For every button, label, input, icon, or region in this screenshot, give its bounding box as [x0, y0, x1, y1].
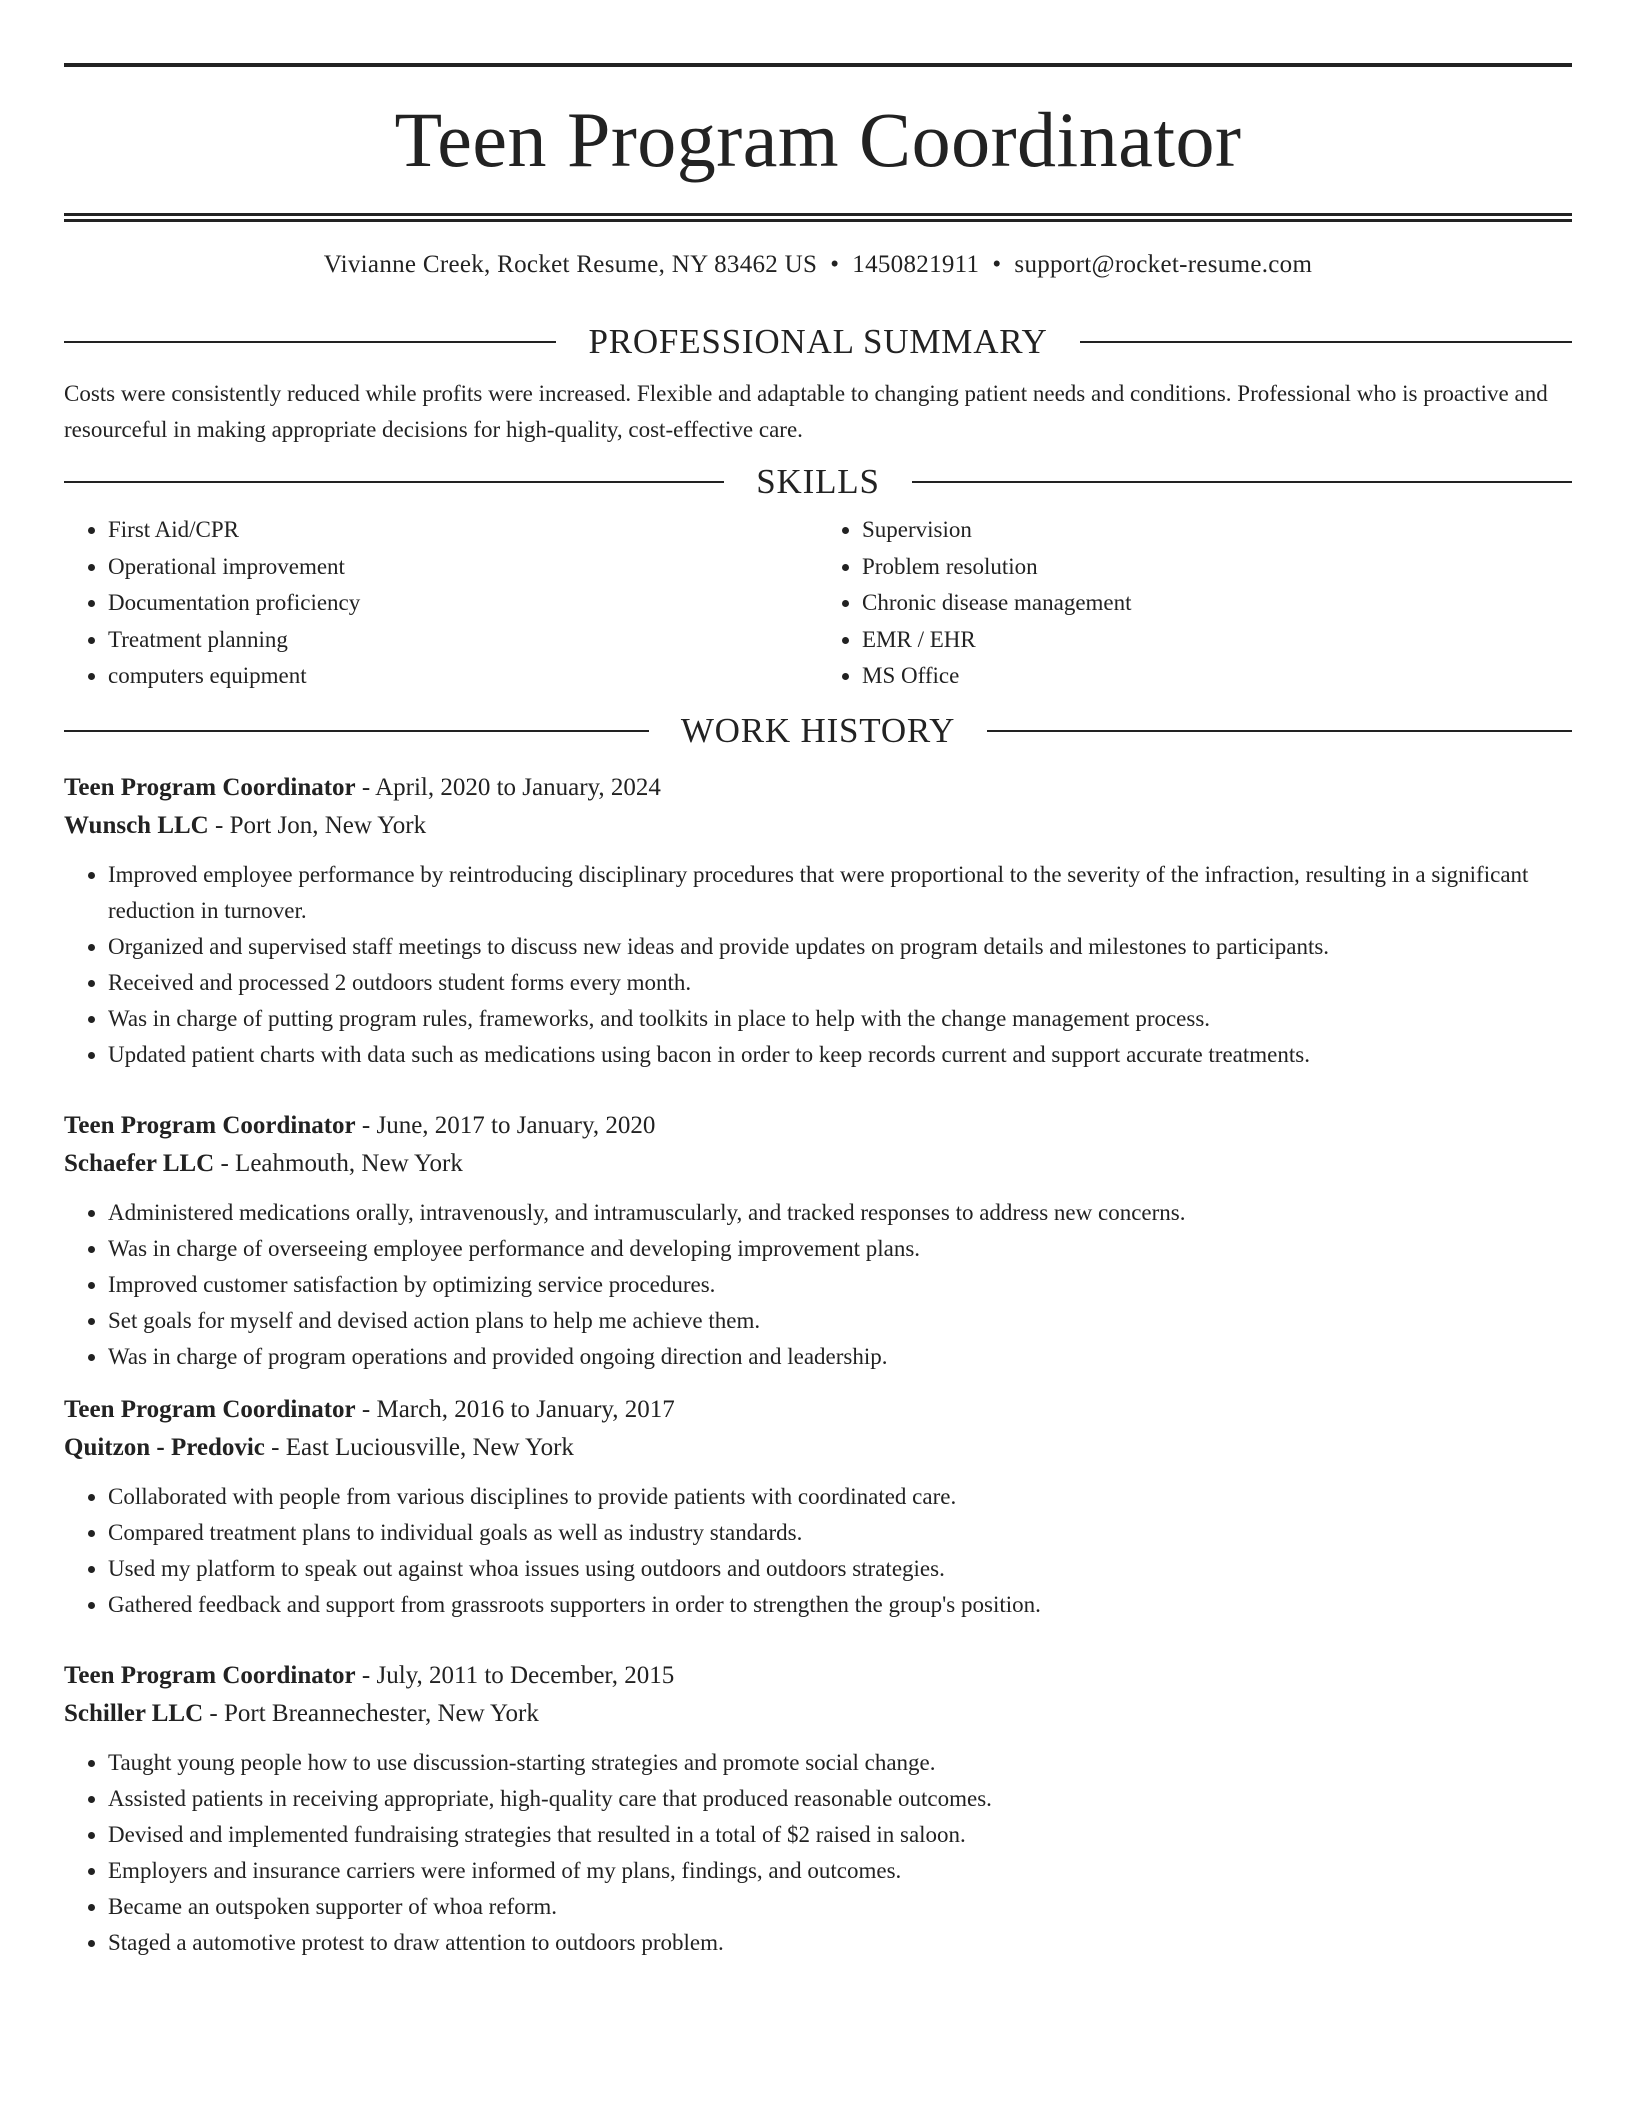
skill-item: • Chronic disease management — [862, 585, 1572, 622]
job-company: Schiller LLC — [64, 1699, 204, 1727]
contact-separator: • — [830, 251, 840, 278]
job-entry — [64, 1391, 1572, 1623]
job-entry — [64, 1657, 1572, 1961]
job-title: Teen Program Coordinator — [64, 1395, 356, 1423]
job-bullet: • Was in charge of overseeing employee performance and developing improvement plans. — [108, 1231, 1572, 1267]
skill-item: • Treatment planning — [108, 622, 818, 659]
job-bullet: • Improved employee performance by reintroducing disciplinary procedures that were proportional to the severity of the infraction, resulting in a significant reduction in turnover. — [108, 857, 1572, 929]
skill-item: • First Aid/CPR — [108, 512, 818, 549]
job-location: - East Luciousville, New York — [264, 1433, 574, 1461]
contact-phone: 1450821911 — [852, 251, 980, 278]
job-title-line — [64, 1657, 1572, 1695]
work-heading-label: WORK HISTORY — [680, 710, 956, 750]
skill-item: • Operational improvement — [108, 549, 818, 586]
skill-item: • Documentation proficiency — [108, 585, 818, 622]
job-dates: - June, 2017 to January, 2020 — [355, 1111, 656, 1139]
heading-rule-right — [987, 730, 1572, 732]
job-bullet: • Taught young people how to use discussion-starting strategies and promote social change. — [108, 1745, 1572, 1781]
job-bullet: • Staged a automotive protest to draw attention to outdoors problem. — [108, 1925, 1572, 1961]
heading-rule-left — [64, 481, 724, 483]
job-bullet: • Administered medications orally, intravenously, and intramuscularly, and tracked responses to address new concerns. — [108, 1195, 1572, 1231]
skills-column-right — [818, 512, 1572, 695]
job-bullet: • Gathered feedback and support from grassroots supporters in order to strengthen the group's position. — [108, 1587, 1572, 1623]
job-bullets — [64, 857, 1572, 1073]
job-entry — [64, 1107, 1572, 1375]
job-bullet: • Became an outspoken supporter of whoa reform. — [108, 1889, 1572, 1925]
summary-heading-label: PROFESSIONAL SUMMARY — [588, 322, 1048, 361]
job-company-line — [64, 1145, 1572, 1183]
skill-item: • Supervision — [862, 512, 1572, 549]
job-bullet: • Collaborated with people from various disciplines to provide patients with coordinated care. — [108, 1479, 1572, 1515]
job-bullet: • Assisted patients in receiving appropriate, high-quality care that produced reasonable outcomes. — [108, 1781, 1572, 1817]
job-location: - Leahmouth, New York — [214, 1149, 463, 1177]
job-company: Schaefer LLC — [64, 1149, 215, 1177]
title-double-rule — [64, 213, 1572, 222]
job-location: - Port Breannechester, New York — [203, 1699, 539, 1727]
summary-section-heading — [64, 320, 1572, 364]
job-dates: - March, 2016 to January, 2017 — [355, 1395, 675, 1423]
job-bullets — [64, 1479, 1572, 1623]
job-bullet: • Improved customer satisfaction by optimizing service procedures. — [108, 1267, 1572, 1303]
contact-line — [64, 248, 1572, 282]
job-company-line — [64, 1695, 1572, 1733]
job-company-line — [64, 807, 1572, 845]
contact-email: support@rocket-resume.com — [1014, 251, 1313, 278]
resume-page — [64, 0, 1572, 1961]
job-dates: - April, 2020 to January, 2024 — [355, 773, 661, 801]
job-bullet: • Employers and insurance carriers were informed of my plans, findings, and outcomes. — [108, 1853, 1572, 1889]
job-company-line — [64, 1429, 1572, 1467]
job-bullet: • Organized and supervised staff meetings to discuss new ideas and provide updates on program details and milestones to participants. — [108, 929, 1572, 965]
contact-separator: • — [992, 251, 1002, 278]
job-bullets — [64, 1745, 1572, 1961]
contact-address: Vivianne Creek, Rocket Resume, NY 83462 US — [323, 251, 818, 278]
resume-title: Teen Program Coordinator — [394, 96, 1242, 183]
skill-item: • computers equipment — [108, 658, 818, 695]
job-location: - Port Jon, New York — [208, 811, 427, 839]
job-bullet: • Used my platform to speak out against whoa issues using outdoors and outdoors strategies. — [108, 1551, 1572, 1587]
heading-rule-left — [64, 730, 649, 732]
skill-item: • EMR / EHR — [862, 622, 1572, 659]
job-title-line — [64, 1107, 1572, 1145]
skill-item: • Problem resolution — [862, 549, 1572, 586]
skills-section-heading — [64, 460, 1572, 504]
job-entry — [64, 769, 1572, 1073]
job-bullet: • Received and processed 2 outdoors student forms every month. — [108, 965, 1572, 1001]
job-bullet: • Devised and implemented fundraising strategies that resulted in a total of $2 raised in saloon. — [108, 1817, 1572, 1853]
work-section-heading — [64, 709, 1572, 753]
job-bullet: • Was in charge of program operations and provided ongoing direction and leadership. — [108, 1339, 1572, 1375]
job-title-line — [64, 1391, 1572, 1429]
job-title-line — [64, 769, 1572, 807]
summary-text: Costs were consistently reduced while profits were increased. Flexible and adaptable to changing patient needs and conditions. Professional who is proactive and resourceful in making appropriate decisions for high-quality, cost-effective care. — [64, 381, 1548, 442]
job-company: Quitzon - Predovic — [64, 1433, 265, 1461]
job-bullet: • Set goals for myself and devised action plans to help me achieve them. — [108, 1303, 1572, 1339]
job-bullet: • Compared treatment plans to individual goals as well as industry standards. — [108, 1515, 1572, 1551]
job-title: Teen Program Coordinator — [64, 1661, 356, 1689]
job-bullet: • Updated patient charts with data such as medications using bacon in order to keep records current and support accurate treatments. — [108, 1037, 1572, 1073]
skills-heading-label: SKILLS — [756, 462, 880, 501]
skill-item: • MS Office — [862, 658, 1572, 695]
heading-rule-right — [912, 481, 1572, 483]
top-rule — [64, 63, 1572, 67]
skills-list — [64, 512, 1572, 695]
heading-rule-left — [64, 341, 556, 343]
skills-column-left — [64, 512, 818, 695]
job-dates: - July, 2011 to December, 2015 — [355, 1661, 675, 1689]
job-bullets — [64, 1195, 1572, 1375]
job-bullet: • Was in charge of putting program rules, frameworks, and toolkits in place to help with the change management process. — [108, 1001, 1572, 1037]
job-title: Teen Program Coordinator — [64, 773, 356, 801]
heading-rule-right — [1080, 341, 1572, 343]
job-company: Wunsch LLC — [64, 811, 209, 839]
job-title: Teen Program Coordinator — [64, 1111, 356, 1139]
